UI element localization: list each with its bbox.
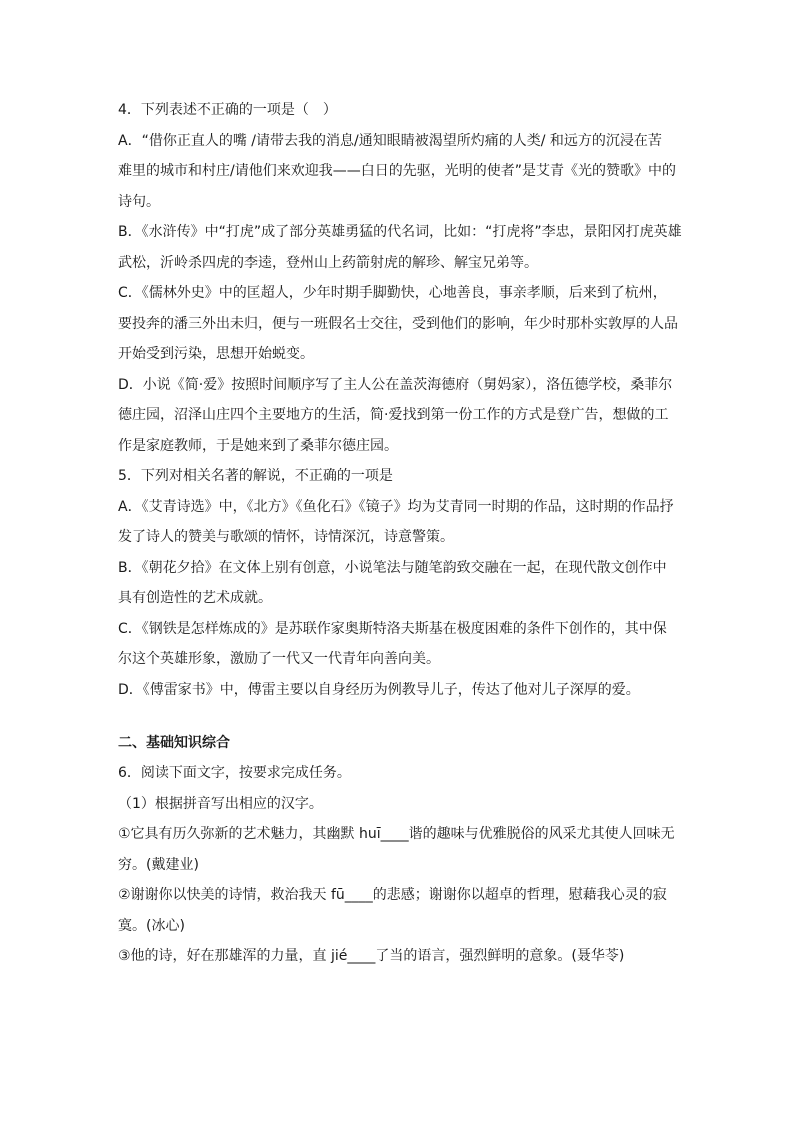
q6-item-2-line-2: 寞。(冰心) bbox=[118, 917, 185, 934]
q5-option-a-line-1: A．《艾青诗选》中，《北方》《鱼化石》《镜子》均为艾青同一时期的作品，这时期的作品抒 bbox=[118, 498, 674, 515]
q6-item-2-line-1: ②谢谢你以快美的诗情，救治我天 fū____的悲感；谢谢你以超卓的哲理，慰藉我心灵的寂 bbox=[118, 887, 667, 903]
question-4-stem: 4．下列表述不正确的一项是（ ） bbox=[118, 102, 337, 118]
q6-item-3-line-1: ③他的诗，好在那雄浑的力量，直 jié____了当的语言，强烈鲜明的意象。(聂华苓) bbox=[118, 948, 625, 964]
q4-option-b-line-1: B．《水浒传》中“打虎”成了部分英雄勇猛的代名词，比如：“打虎将”李忠，景阳冈打虎英雄 bbox=[118, 224, 682, 240]
q4-option-a-line-2: 难里的城市和村庄/请他们来欢迎我——白日的先驱，光明的使者”是艾青《光的赞歌》中的 bbox=[118, 163, 676, 179]
section-heading: 二、基础知识综合 bbox=[118, 734, 230, 751]
q5-option-c-line-1: C．《钢铁是怎样炼成的》是苏联作家奥斯特洛夫斯基在极度困难的条件下创作的，其中保 bbox=[118, 620, 667, 637]
q4-option-d-line-1: D．小说《简·爱》按照时间顺序写了主人公在盖茨海德府（舅妈家），洛伍德学校，桑菲尔 bbox=[118, 376, 673, 393]
q4-option-b-line-2: 武松，沂岭杀四虎的李逵，登州山上药箭射虎的解珍、解宝兄弟等。 bbox=[118, 254, 538, 271]
q5-option-a-line-2: 发了诗人的赞美与歌颂的情怀，诗情深沉，诗意警策。 bbox=[118, 529, 454, 545]
q5-option-b-line-2: 具有创造性的艺术成就。 bbox=[118, 590, 272, 606]
q4-option-d-line-2: 德庄园，沼泽山庄四个主要地方的生活，简·爱找到第一份工作的方式是登广告，想做的工 bbox=[118, 407, 669, 423]
q5-option-b-line-1: B．《朝花夕拾》在文体上别有创意，小说笔法与随笔韵致交融在一起，在现代散文创作中 bbox=[118, 559, 667, 576]
q4-option-a-line-3: 诗句。 bbox=[118, 193, 160, 210]
q4-option-c-line-1: C．《儒林外史》中的匡超人，少年时期手脚勤快，心地善良，事亲孝顺，后来到了杭州， bbox=[118, 285, 667, 301]
q6-sub-1: （1）根据拼音写出相应的汉字。 bbox=[118, 795, 323, 812]
q5-option-d-line-1: D．《傅雷家书》中，傅雷主要以自身经历为例教导儿子，传达了他对儿子深厚的爱。 bbox=[118, 681, 640, 698]
q5-option-c-line-2: 尔这个英雄形象，激励了一代又一代青年向善向美。 bbox=[118, 651, 440, 667]
q6-item-1-line-2: 穷。(戴建业) bbox=[118, 856, 199, 873]
q6-item-1-line-1: ①它具有历久弥新的艺术魅力，其幽默 huī____谐的趣味与优雅脱俗的风采尤其使人回味无 bbox=[118, 826, 675, 842]
document-page bbox=[118, 100, 684, 977]
question-5-stem: 5．下列对相关名著的解说，不正确的一项是 bbox=[118, 468, 393, 484]
q4-option-c-line-2: 要投奔的潘三外出未归，便与一班假名士交往，受到他们的影响，年少时那朴实敦厚的人品 bbox=[118, 315, 678, 332]
q4-option-a-line-1: A．“借你正直人的嘴 /请带去我的消息/通知眼睛被渴望所灼痛的人类/ 和远方的沉浸在苦 bbox=[118, 132, 662, 149]
q4-option-c-line-3: 开始受到污染，思想开始蜕变。 bbox=[118, 346, 314, 362]
q4-option-d-line-3: 作是家庭教师，于是她来到了桑菲尔德庄园。 bbox=[118, 437, 398, 454]
question-6-stem: 6．阅读下面文字，按要求完成任务。 bbox=[118, 765, 351, 781]
